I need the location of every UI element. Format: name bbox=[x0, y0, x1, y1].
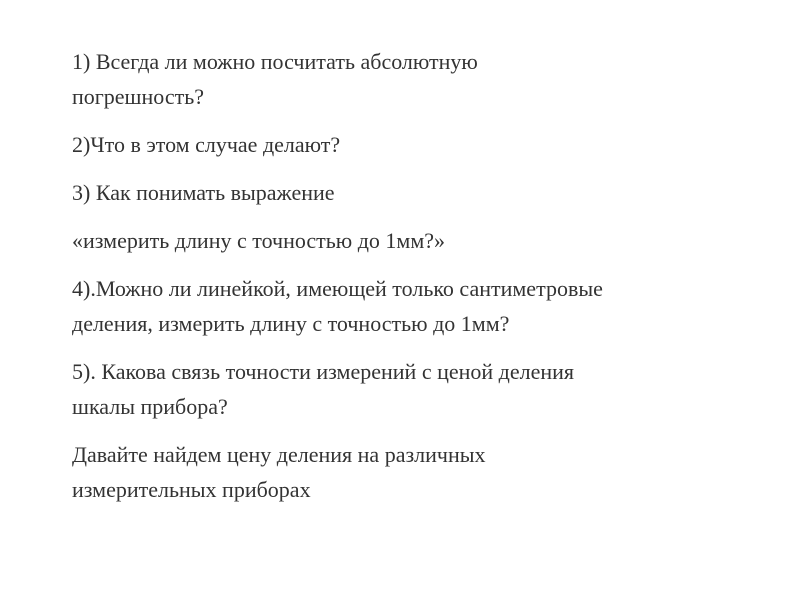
question-4-line-2: деления, измерить длину с точностью до 1мм? bbox=[72, 311, 510, 336]
closing-statement-line-1: Давайте найдем цену деления на различных bbox=[72, 442, 486, 467]
question-3-line-1: 3) Как понимать выражение bbox=[72, 180, 335, 205]
question-3 bbox=[72, 175, 752, 210]
question-3-quote bbox=[72, 223, 752, 258]
slide-text bbox=[72, 44, 752, 520]
question-1-line-1: 1) Всегда ли можно посчитать абсолютную bbox=[72, 49, 478, 74]
question-1-line-2: погрешность? bbox=[72, 84, 204, 109]
question-5-line-2: шкалы прибора? bbox=[72, 394, 228, 419]
question-5 bbox=[72, 354, 752, 424]
question-1 bbox=[72, 44, 752, 114]
closing-statement-line-2: измерительных приборах bbox=[72, 477, 311, 502]
closing-statement bbox=[72, 437, 752, 507]
question-2 bbox=[72, 127, 752, 162]
question-5-line-1: 5). Какова связь точности измерений с ценой деления bbox=[72, 359, 575, 384]
question-4 bbox=[72, 271, 752, 341]
question-3-quote-line-1: «измерить длину с точностью до 1мм?» bbox=[72, 228, 446, 253]
question-2-line-1: 2)Что в этом случае делают? bbox=[72, 132, 341, 157]
question-4-line-1: 4).Можно ли линейкой, имеющей только сантиметровые bbox=[72, 276, 603, 301]
